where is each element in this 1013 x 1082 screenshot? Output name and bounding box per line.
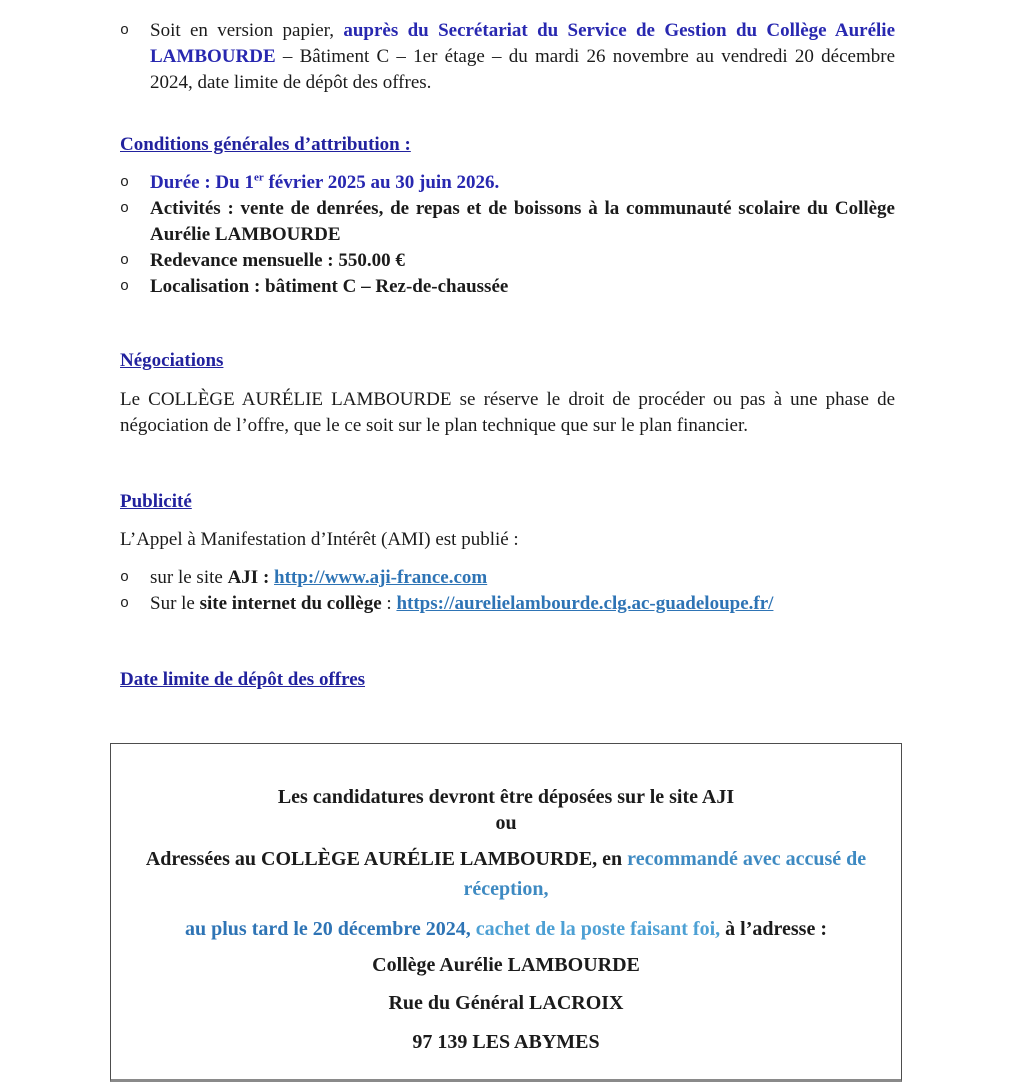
bullet-marker: o — [120, 595, 130, 612]
bullet-marker: o — [120, 252, 130, 269]
heading-date-limite: Date limite de dépôt des offres — [120, 669, 366, 690]
intro-bullet-text — [150, 18, 895, 96]
site-college-text — [150, 591, 895, 617]
duree-prefix: Durée : Du 1 — [150, 172, 254, 193]
redevance-text: Redevance mensuelle : 550.00 € — [150, 250, 405, 271]
submission-notice-box — [110, 743, 902, 1082]
bullet-marker: o — [120, 200, 130, 217]
address-college-name: Collège Aurélie LAMBOURDE — [372, 954, 640, 976]
address-city: 97 139 LES ABYMES — [412, 1031, 600, 1053]
heading-negociations: Négociations — [120, 350, 224, 371]
bullet-activites — [120, 196, 895, 248]
bullet-redevance — [120, 248, 895, 274]
bullet-marker: o — [120, 569, 130, 586]
address-street: Rue du Général LACROIX — [388, 992, 624, 1014]
publicite-bullet-list — [120, 565, 895, 617]
conditions-bullet-list — [120, 170, 895, 300]
aji-link[interactable]: http://www.aji-france.com — [274, 567, 488, 588]
intro-text-plain-1: Soit en version papier, — [150, 20, 334, 41]
duree-superscript: er — [253, 171, 264, 184]
activites-text: Activités : vente de denrées, de repas et de boissons à la communauté scolaire du Collège Aurélie LAMBOURDE — [150, 198, 895, 245]
intro-bullet-item — [120, 18, 895, 96]
heading-publicite: Publicité — [120, 491, 192, 512]
deadline-date: au plus tard le 20 décembre 2024, — [185, 918, 471, 940]
negociations-paragraph: Le COLLÈGE AURÉLIE LAMBOURDE se réserve le droit de procéder ou pas à une phase de négociation de l’offre, que le ce soit sur le plan technique que sur le plan financier. — [120, 389, 895, 436]
deadline-black: à l’adresse : — [720, 918, 827, 940]
adressees-blue: recommandé avec accusé de réception, — [463, 848, 867, 900]
box-line-candidatures: Les candidatures devront être déposées sur le site AJI — [277, 786, 735, 808]
college-label: site internet du collège — [199, 593, 382, 614]
bullet-site-college — [120, 591, 895, 617]
adressees-black: Adressées au COLLÈGE AURÉLIE LAMBOURDE, en — [145, 848, 628, 870]
heading-conditions: Conditions générales d’attribution : — [120, 134, 411, 155]
localisation-text: Localisation : bâtiment C – Rez-de-chaussée — [150, 276, 509, 297]
box-line-adressees — [129, 844, 883, 904]
duree-text — [150, 170, 895, 196]
publicite-intro-paragraph: L’Appel à Manifestation d’Intérêt (AMI) est publié : — [120, 529, 519, 550]
bullet-marker: o — [120, 22, 130, 39]
bullet-marker: o — [120, 278, 130, 295]
aji-prefix: sur le site — [150, 567, 228, 588]
bullet-duree — [120, 170, 895, 196]
deadline-cachet: cachet de la poste faisant foi, — [470, 918, 721, 940]
bullet-marker: o — [120, 174, 130, 191]
intro-text-plain-2: – Bâtiment C – 1er étage – du mardi 26 novembre au vendredi 20 décembre 2024, date limite de dépôt des offres. — [150, 46, 895, 93]
aji-label: AJI : — [227, 567, 275, 588]
duree-suffix: février 2025 au 30 juin 2026. — [263, 172, 500, 193]
box-line-ou: ou — [495, 812, 517, 834]
college-separator: : — [381, 593, 397, 614]
intro-text-accent: auprès du Secrétariat du Service de Gestion du Collège Aurélie LAMBOURDE — [150, 20, 896, 67]
college-link[interactable]: https://aurelielambourde.clg.ac-guadeloupe.fr/ — [396, 593, 774, 614]
box-line-deadline — [129, 916, 883, 942]
site-aji-text — [150, 565, 895, 591]
college-prefix: Sur le — [150, 593, 200, 614]
bullet-site-aji — [120, 565, 895, 591]
bullet-localisation — [120, 274, 895, 300]
